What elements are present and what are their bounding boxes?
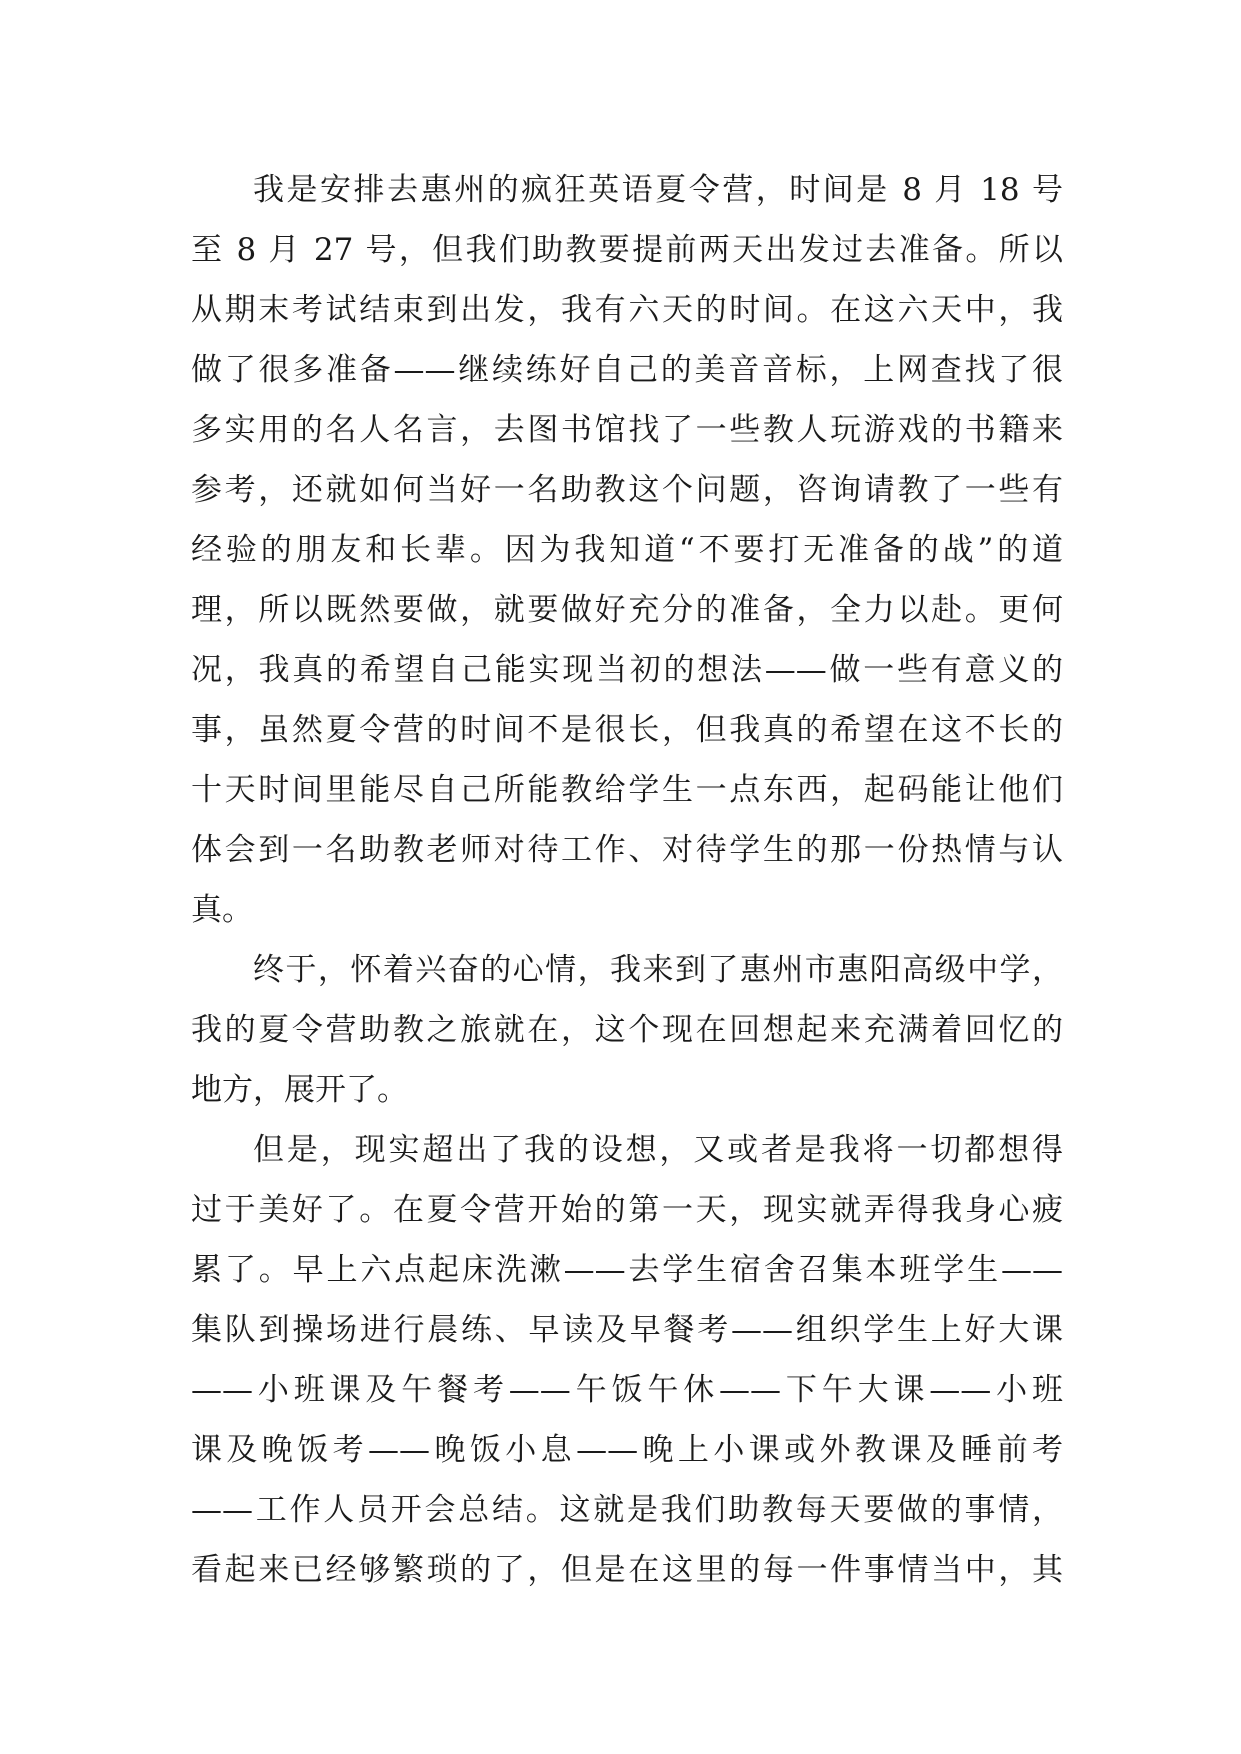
text-line: 地方，展开了。 [191, 1072, 408, 1108]
text-line: 多实用的名人名言，去图书馆找了一些教人玩游戏的书籍来 [191, 412, 1063, 448]
text-line: 体会到一名助教老师对待工作、对待学生的那一份热情与认 [191, 832, 1063, 868]
text-line: 过于美好了。在夏令营开始的第一天，现实就弄得我身心疲 [191, 1192, 1063, 1228]
text-line: 经验的朋友和长辈。因为我知道“不要打无准备的战”的道 [191, 532, 1063, 568]
text-line: 终于，怀着兴奋的心情，我来到了惠州市惠阳高级中学， [253, 952, 1063, 988]
text-line: 况，我真的希望自己能实现当初的想法——做一些有意义的 [191, 652, 1063, 688]
text-line: 十天时间里能尽自己所能教给学生一点东西，起码能让他们 [191, 772, 1063, 808]
text-line: 看起来已经够繁琐的了，但是在这里的每一件事情当中，其 [191, 1552, 1063, 1588]
text-line: 我是安排去惠州的疯狂英语夏令营，时间是 8 月 18 号 [253, 172, 1063, 208]
text-line: 参考，还就如何当好一名助教这个问题，咨询请教了一些有 [191, 472, 1063, 508]
paragraph-2 [191, 940, 1063, 1120]
text-line: ——小班课及午餐考——午饭午休——下午大课——小班 [191, 1372, 1063, 1408]
text-line: 课及晚饭考——晚饭小息——晚上小课或外教课及睡前考 [191, 1432, 1063, 1468]
text-line: 真。 [191, 892, 253, 928]
text-line: ——工作人员开会总结。这就是我们助教每天要做的事情， [191, 1492, 1063, 1528]
text-line: 理，所以既然要做，就要做好充分的准备，全力以赴。更何 [191, 592, 1063, 628]
text-line: 我的夏令营助教之旅就在，这个现在回想起来充满着回忆的 [191, 1012, 1063, 1048]
text-line: 但是，现实超出了我的设想，又或者是我将一切都想得 [253, 1132, 1063, 1168]
text-line: 事，虽然夏令营的时间不是很长，但我真的希望在这不长的 [191, 712, 1063, 748]
paragraph-3 [191, 1120, 1063, 1600]
document-body [191, 160, 1063, 1600]
text-line: 集队到操场进行晨练、早读及早餐考——组织学生上好大课 [191, 1312, 1063, 1348]
text-line: 做了很多准备——继续练好自己的美音音标，上网查找了很 [191, 352, 1063, 388]
text-line: 至 8 月 27 号，但我们助教要提前两天出发过去准备。所以 [191, 232, 1063, 268]
text-line: 从期末考试结束到出发，我有六天的时间。在这六天中，我 [191, 292, 1063, 328]
paragraph-1 [191, 160, 1063, 940]
text-line: 累了。早上六点起床洗漱——去学生宿舍召集本班学生—— [191, 1252, 1063, 1288]
